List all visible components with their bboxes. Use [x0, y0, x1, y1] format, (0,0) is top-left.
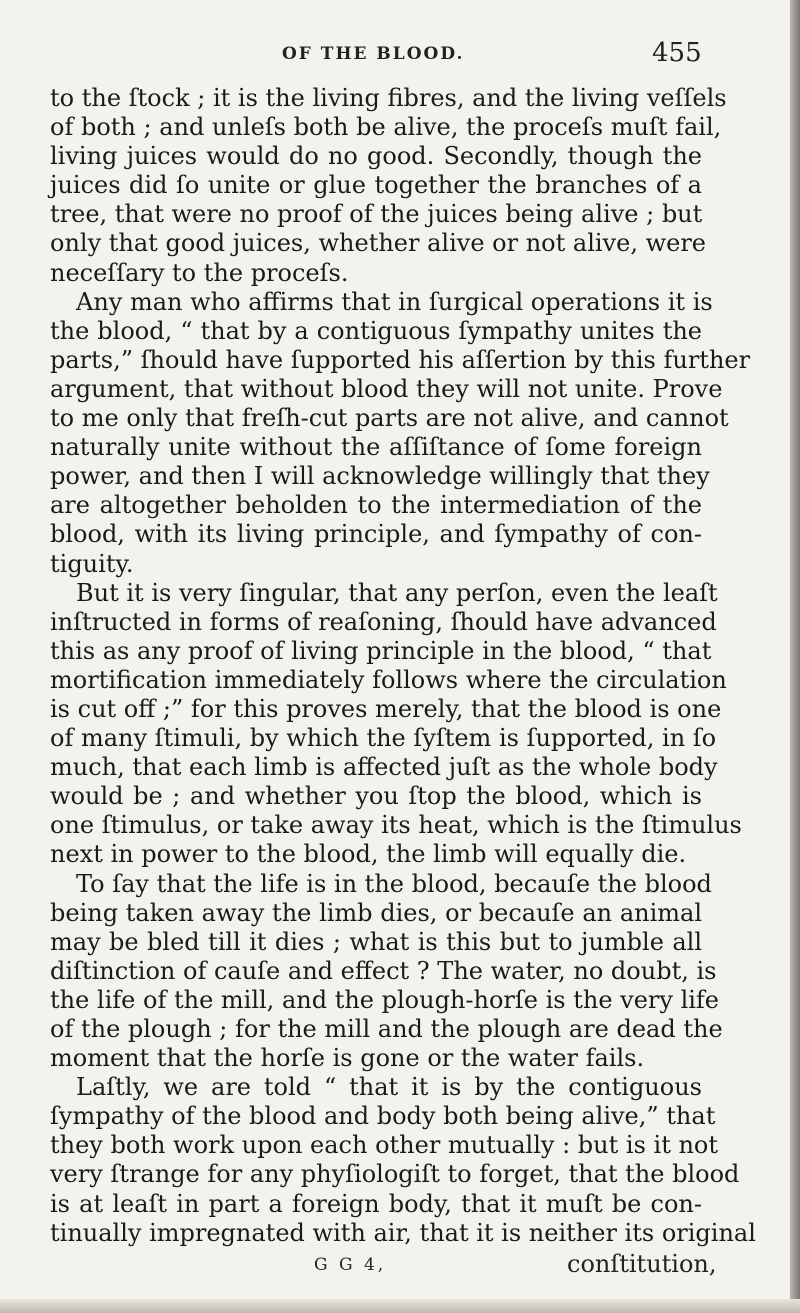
text-line: of both ; and unleſs both be alive, the proceſs muſt fail,	[50, 113, 722, 142]
catchword: conſtitution,	[567, 1250, 717, 1278]
text-line: tree, that were no proof of the juices being alive ; but	[50, 200, 703, 229]
signature-mark: G G 4,	[314, 1255, 387, 1275]
page-edge-shadow	[790, 0, 800, 1313]
text-line: to the ſtock ; it is the living fibres, and the living veſſels	[50, 84, 727, 112]
text-line: this as any proof of living principle in the blood, “ that	[50, 636, 712, 665]
paragraph	[50, 578, 742, 870]
text-line: argument, that without blood they will not unite. Prove	[50, 374, 723, 403]
text-line: is cut off ;” for this proves merely, that the blood is one	[50, 694, 722, 723]
text-line: Any man who affirms that in ſurgical operations it is	[76, 287, 713, 316]
page-number: 455	[652, 38, 702, 68]
text-line: one ſtimulus, or take away its heat, which is the ſtimulus	[50, 811, 742, 840]
text-line: the blood, “ that by a contiguous ſympathy unites the	[50, 316, 702, 345]
text-line: mortification immediately follows where the circulation	[50, 665, 727, 694]
paragraph	[50, 1073, 756, 1248]
text-line: naturally unite without the aſſiſtance of ſome foreign	[50, 433, 702, 462]
page-bottom-edge	[0, 1299, 800, 1313]
text-line: to me only that freſh-cut parts are not alive, and cannot	[50, 404, 729, 433]
text-line: of many ſtimuli, by which the ſyſtem is ſupported, in ſo	[50, 724, 717, 753]
text-line: blood, with its living principle, and ſympathy of con-	[50, 520, 702, 549]
text-line: living juices would do no good. Secondly, though the	[50, 142, 702, 171]
text-line: ſympathy of the blood and body both being alive,” that	[50, 1102, 716, 1131]
paragraph	[50, 287, 751, 579]
text-line: neceſſary to the proceſs.	[50, 258, 349, 287]
text-line: is at leaſt in part a foreign body, that it muſt be con-	[50, 1189, 702, 1218]
text-line: next in power to the blood, the limb will equally die.	[50, 840, 687, 869]
text-line: of the plough ; for the mill and the plough are dead the	[50, 1015, 723, 1043]
text-line: would be ; and whether you ſtop the blood, which is	[50, 782, 702, 811]
text-line: tinually impregnated with air, that it is neither its original	[50, 1218, 756, 1247]
text-line: inſtructed in forms of reaſoning, ſhould have advanced	[50, 607, 717, 636]
text-line: only that good juices, whether alive or not alive, were	[50, 229, 706, 258]
paragraph	[50, 869, 723, 1074]
text-line: may be bled till it dies ; what is this but to jumble all	[50, 927, 702, 956]
body-text	[50, 84, 756, 1248]
text-line: But it is very ſingular, that any perſon, even the leaſt	[76, 578, 718, 607]
text-line: the life of the mill, and the plough-horſe is the very life	[50, 985, 720, 1014]
text-line: To ſay that the life is in the blood, becauſe the blood	[76, 869, 712, 898]
running-title: OF THE BLOOD.	[282, 44, 465, 64]
text-line: Laſtly, we are told “ that it is by the contiguous	[76, 1073, 702, 1102]
text-line: being taken away the limb dies, or becauſe an animal	[50, 898, 702, 927]
text-line: tiguity.	[50, 549, 134, 578]
text-line: juices did ſo unite or glue together the branches of a	[50, 171, 702, 200]
text-line: parts,” ſhould have ſupported his aſſertion by this further	[50, 345, 751, 374]
text-line: power, and then I will acknowledge willingly that they	[50, 462, 710, 491]
text-line: are altogether beholden to the intermediation of the	[50, 491, 702, 520]
paragraph	[50, 84, 727, 288]
text-line: they both work upon each other mutually : but is it not	[50, 1131, 719, 1160]
text-line: much, that each limb is affected juſt as the whole body	[50, 753, 718, 782]
text-line: very ſtrange for any phyſiologiſt to forget, that the blood	[50, 1160, 740, 1189]
text-line: moment that the horſe is gone or the water fails.	[50, 1044, 645, 1073]
text-line: diſtinction of cauſe and effect ? The water, no doubt, is	[50, 956, 717, 985]
